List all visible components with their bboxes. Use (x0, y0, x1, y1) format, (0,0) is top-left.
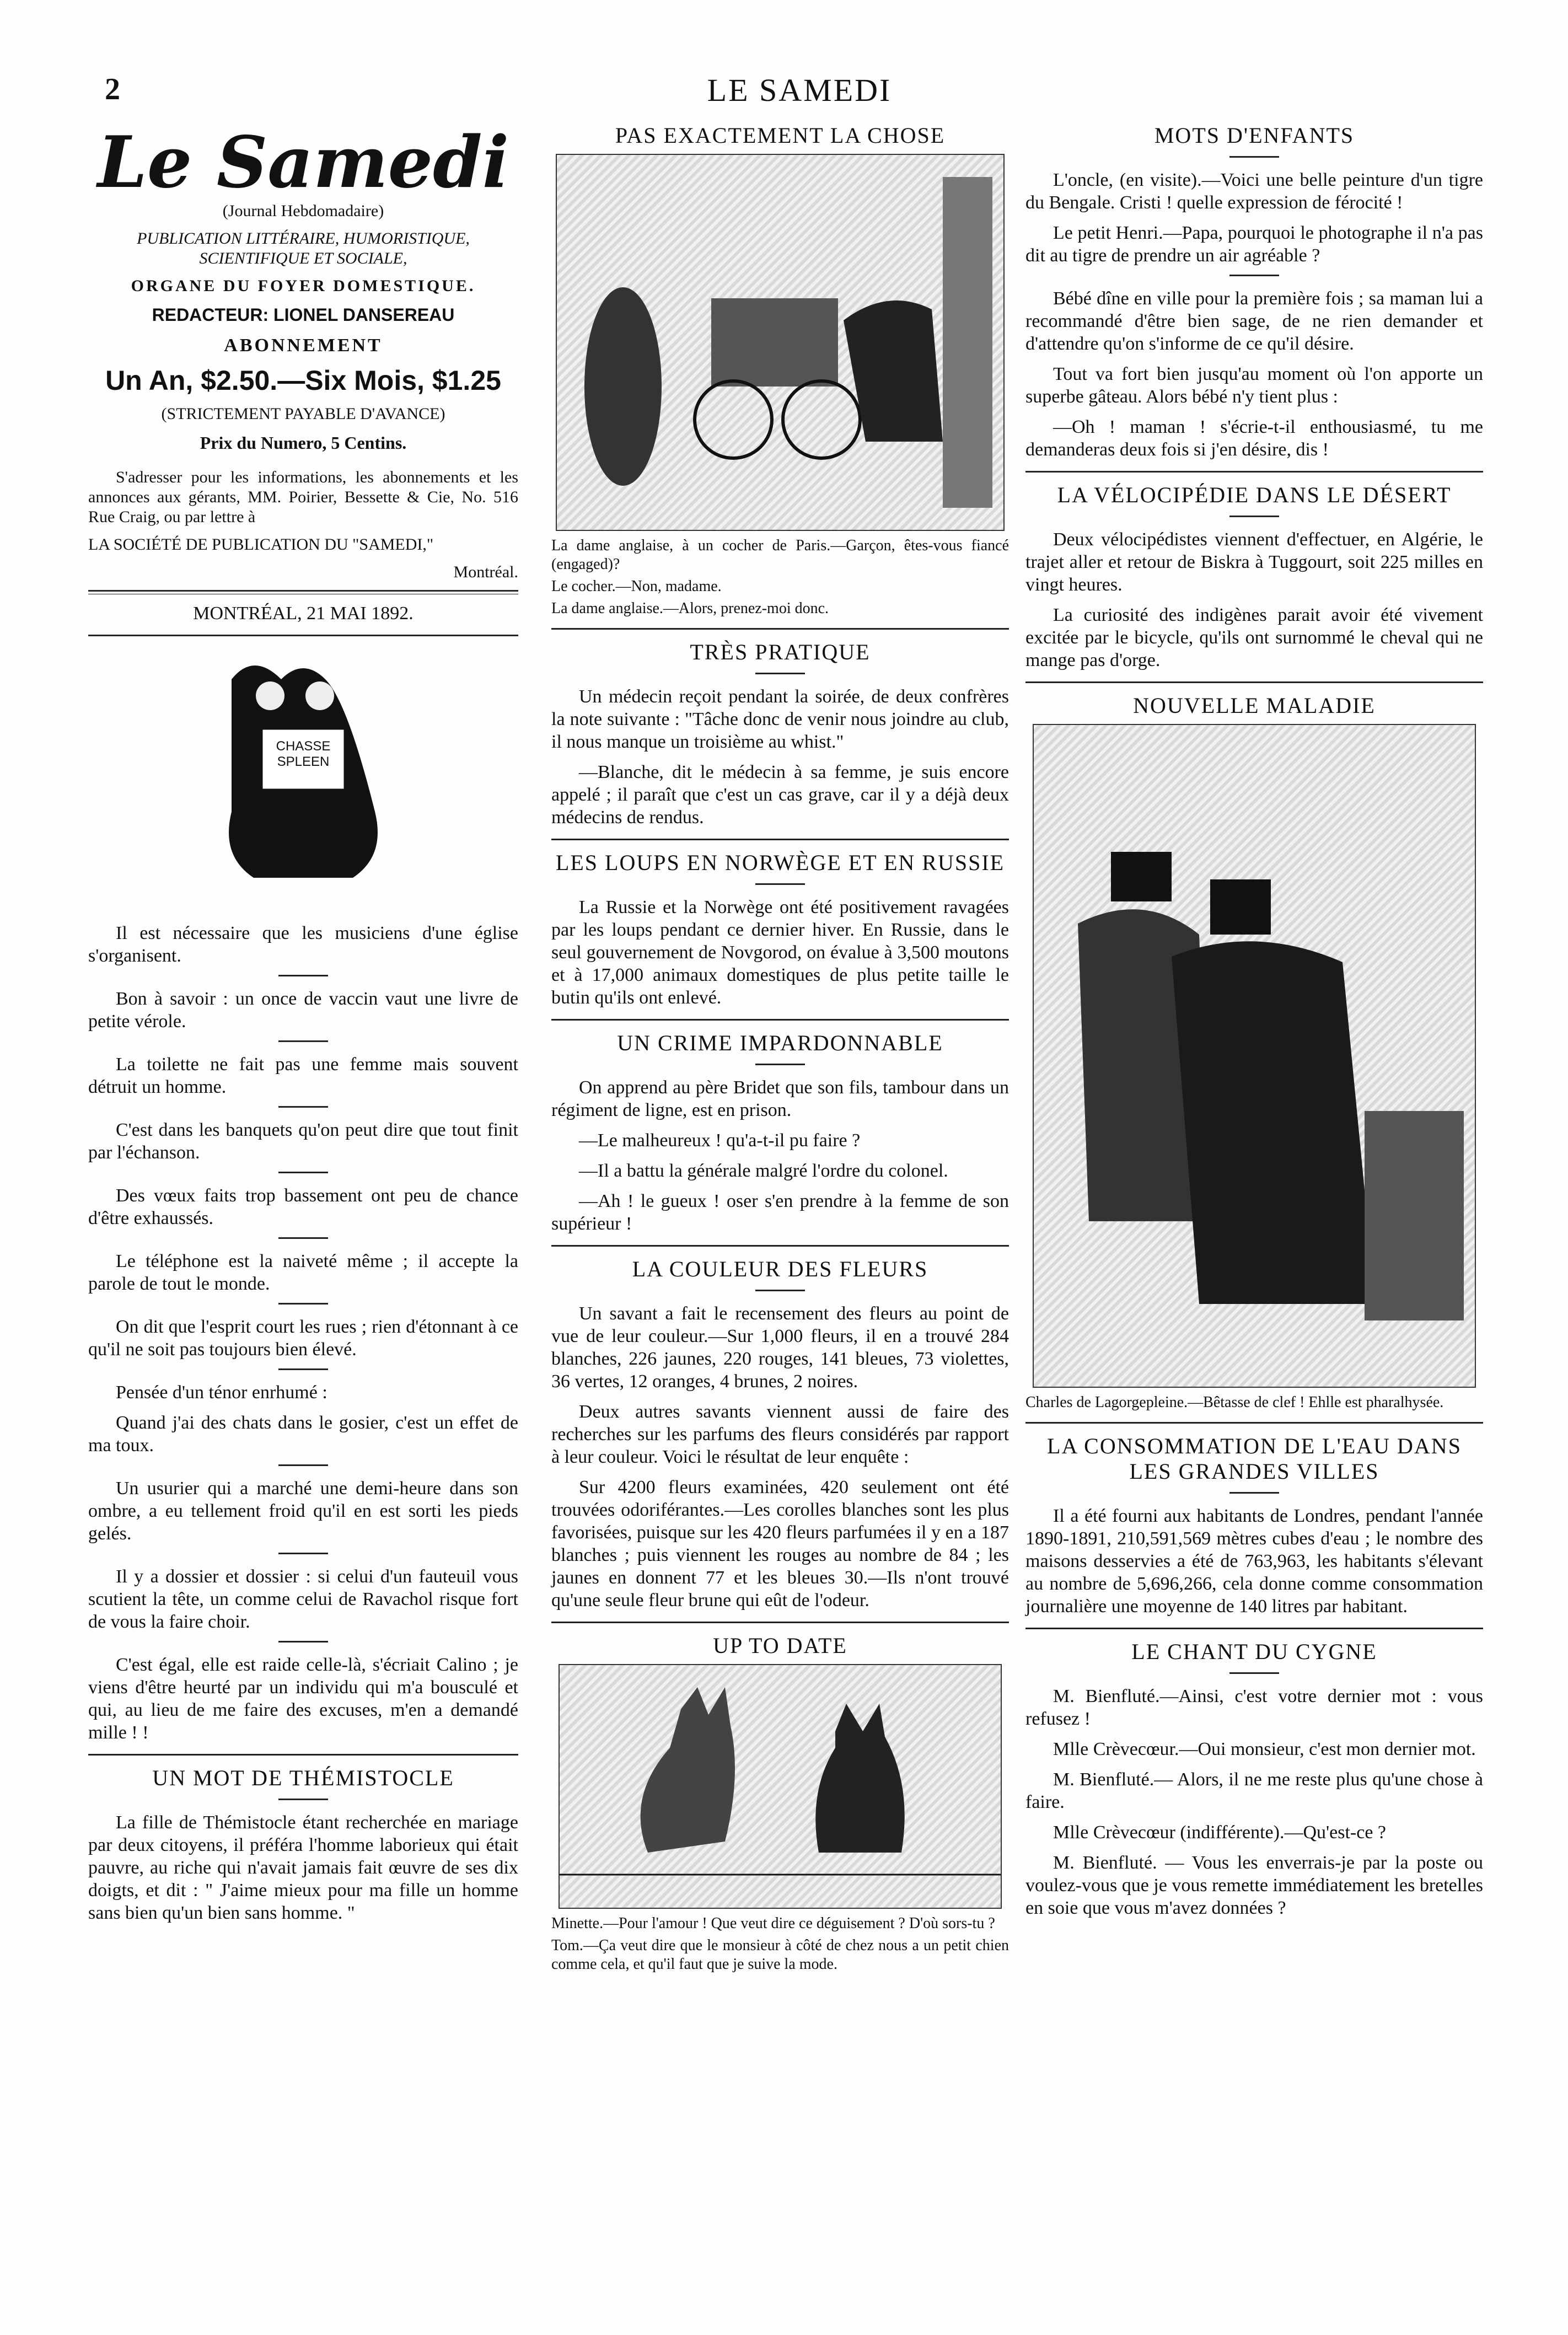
caption: Tom.—Ça veut dire que le monsieur à côté de chez nous a un petit chien comme cela, et qu'il faut que je suive la mode. (551, 1937, 1009, 1973)
divider (1025, 1628, 1483, 1629)
cats-drawing (560, 1665, 1001, 1908)
separator (278, 1303, 328, 1305)
article-title: LE CHANT DU CYGNE (1131, 1639, 1377, 1664)
article-text: Sur 4200 fleurs examinées, 420 seulement ont été trouvées odoriférantes.—Les corolles blanches sont les plus favorisées, puisque sur les 420 fleurs parfumées il y en a 187 blanches ; puis viennent les rouges au nombre de 84 ; les jaunes en donnent 77 et les bleues 30.—Ils n'ont trouvé qu'une seule fleur brune qui eût de l'odeur. (551, 1477, 1009, 1611)
masthead-subtitle: (Journal Hebdomadaire) (222, 202, 384, 220)
article-text: L'oncle, (en visite).—Voici une belle peinture d'un tigre du Bengale. Cristi ! quelle expression de férocité ! (1025, 170, 1483, 213)
paragraph: Il est nécessaire que les musiciens d'une église s'organisent. (88, 923, 518, 966)
gentlemen-drawing (1034, 725, 1475, 1387)
divider (88, 590, 518, 594)
article-title: NOUVELLE MALADIE (1133, 693, 1376, 718)
illustration-coach (556, 154, 1005, 531)
paragraph: Le téléphone est la naiveté même ; il accepte la parole de tout le monde. (88, 1251, 518, 1294)
paragraph: Quand j'ai des chats dans le gosier, c'est un effet de ma toux. (88, 1413, 518, 1456)
article-text: —Blanche, dit le médecin à sa femme, je suis encore appelé ; il paraît que c'est un cas grave, car il y a déjà deux médecins de rendus. (551, 762, 1009, 828)
article-text: Tout va fort bien jusqu'au moment où l'on apporte un superbe gâteau. Alors bébé n'y tient plus : (1025, 364, 1483, 407)
caption: Le cocher.—Non, madame. (551, 578, 722, 595)
article-text: Deux vélocipédistes viennent d'effectuer, en Algérie, le trajet aller et retour de Biskra à Tuggourt, soit 225 milles en vingt heures. (1025, 529, 1483, 595)
caption: La dame anglaise, à un cocher de Paris.—Garçon, êtes-vous fiancé (engaged)? (551, 537, 1009, 573)
article-title: UN MOT DE THÉMISTOCLE (152, 1765, 454, 1790)
caption: Charles de Lagorgepleine.—Bêtasse de clef ! Ehlle est pharalhysée. (1025, 1394, 1444, 1411)
article-text: M. Bienfluté.—Ainsi, c'est votre dernier mot : vous refusez ! (1025, 1686, 1483, 1729)
article-title: LA COULEUR DES FLEURS (632, 1257, 928, 1281)
column-left (88, 119, 518, 1932)
column-right (1025, 119, 1483, 1927)
article-text: On apprend au père Bridet que son fils, tambour dans un régiment de ligne, est en prison. (551, 1077, 1009, 1120)
separator (278, 1553, 328, 1554)
editor-line: REDACTEUR: LIONEL DANSEREAU (152, 305, 455, 325)
paragraph: C'est dans les banquets qu'on peut dire que tout finit par l'échanson. (88, 1120, 518, 1163)
page-header (105, 72, 1494, 116)
article-text: —Il a battu la générale malgré l'ordre du colonel. (579, 1161, 948, 1181)
illustration-gentlemen (1033, 724, 1476, 1388)
coach-drawing (557, 155, 1003, 530)
article-title: LA VÉLOCIPÉDIE DANS LE DÉSERT (1057, 482, 1452, 507)
masthead-organ: ORGANE DU FOYER DOMESTIQUE. (131, 277, 476, 295)
article-text: Mlle Crèvecœur.—Oui monsieur, c'est mon dernier mot. (1053, 1739, 1476, 1759)
society-city: Montréal. (453, 563, 518, 581)
separator (278, 1641, 328, 1642)
divider (551, 839, 1009, 840)
separator (1229, 1492, 1279, 1494)
issue-price: Prix du Numero, 5 Centins. (200, 433, 407, 453)
article-text: La Russie et la Norwège ont été positivement ravagées par les loups pendant ce dernier hiver. En Russie, dans le seul gouvernement de Novgorod, on évalue à 3,500 moutons et à 17,000 animaux domestiques de plus petite taille le butin qu'ils ont enlevé. (551, 897, 1009, 1008)
divider (551, 1245, 1009, 1247)
article-text: Un savant a fait le recensement des fleurs au point de vue de leur couleur.—Sur 1,000 fleurs, il en a trouvé 284 blanches, 226 jaunes, 220 rouges, 141 bleues, 73 violettes, 36 vertes, 12 oranges, 4 brunes, 2 noires. (551, 1303, 1009, 1392)
divider (551, 628, 1009, 630)
separator (278, 1040, 328, 1042)
divider (551, 1019, 1009, 1021)
paragraph: C'est égal, elle est raide celle-là, s'écriait Calino ; je viens d'être heurté par un individu qui m'a bousculé et qui, au lieu de me faire des excuses, m'en a demandé mille ! ! (88, 1655, 518, 1743)
article-text: —Oh ! maman ! s'écrie-t-il enthousiasmé, tu me demanderas deux fois si j'en désire, dis ! (1025, 417, 1483, 460)
paragraph: On dit que l'esprit court les rues ; rien d'étonnant à ce qu'il ne soit pas toujours bien élevé. (88, 1317, 518, 1360)
caption: Minette.—Pour l'amour ! Que veut dire ce déguisement ? D'où sors-tu ? (551, 1915, 995, 1932)
article-text: M. Bienfluté.— Alors, il ne me reste plus qu'une chose à faire. (1025, 1769, 1483, 1812)
article-text: La curiosité des indigènes parait avoir été vivement excitée par le bicycle, qu'ils ont surnommé le cheval qui ne mange pas d'orge. (1025, 605, 1483, 670)
dateline: MONTRÉAL, 21 MAI 1892. (193, 603, 414, 624)
sign-text: CHASSE SPLEEN (276, 739, 331, 769)
separator (1229, 275, 1279, 276)
masthead-tagline: PUBLICATION LITTÉRAIRE, HUMORISTIQUE, SCIENTIFIQUE ET SOCIALE, (137, 229, 470, 267)
article-text: Il a été fourni aux habitants de Londres, pendant l'année 1890-1891, 210,591,569 mètres cubes d'eau ; le nombre des maisons desservies a été de 763,963, les habitants s'élevant au nombre de 5,696,266, cela donne comme consommation journalière une moyenne de 140 litres par habitant. (1025, 1506, 1483, 1617)
caption: La dame anglaise.—Alors, prenez-moi donc. (551, 600, 829, 617)
separator (1229, 516, 1279, 517)
paragraph: La toilette ne fait pas une femme mais souvent détruit un homme. (88, 1054, 518, 1097)
society-name: LA SOCIÉTÉ DE PUBLICATION DU "SAMEDI," (88, 535, 434, 554)
article-text: La fille de Thémistocle étant recherchée en mariage par deux citoyens, il préféra l'homme laborieux qui était pauvre, au riche qui n'avait jamais fait œuvre de ses dix doigts, et dit : " J'aime mieux pour ma fille un homme sans bien qu'un bien sans homme. " (88, 1812, 518, 1923)
article-title: UP TO DATE (713, 1633, 847, 1658)
divider (1025, 471, 1483, 473)
separator (1229, 156, 1279, 158)
paragraph: Des vœux faits trop bassement ont peu de chance d'être exhaussés. (88, 1185, 518, 1228)
separator (755, 1290, 805, 1291)
article-title: LA CONSOMMATION DE L'EAU DANS LES GRANDES VILLES (1047, 1434, 1462, 1484)
separator (278, 1368, 328, 1370)
article-text: Le petit Henri.—Papa, pourquoi le photographe il n'a pas dit au tigre de prendre un air agréable ? (1025, 223, 1483, 266)
separator (1229, 1672, 1279, 1674)
article-text: M. Bienfluté. — Vous les enverrais-je par la poste ou voulez-vous que je vous remette immédiatement les bretelles en soie que vous m'avez données ? (1025, 1853, 1483, 1918)
article-text: —Ah ! le gueux ! oser s'en prendre à la femme de son supérieur ! (551, 1191, 1009, 1234)
subscription-price: Un An, $2.50.—Six Mois, $1.25 (105, 365, 501, 396)
subscription-title: ABONNEMENT (224, 335, 383, 356)
article-title: UN CRIME IMPARDONNABLE (617, 1030, 943, 1055)
column-middle (551, 119, 1009, 1977)
article-title: PAS EXACTEMENT LA CHOSE (615, 123, 946, 148)
separator (755, 883, 805, 885)
article-text: Bébé dîne en ville pour la première fois ; sa maman lui a recommandé d'être bien sage, de ne rien demander et d'attendre qu'on s'informe de ce qu'il désire. (1025, 288, 1483, 354)
divider (88, 1754, 518, 1756)
article-text: —Le malheureux ! qu'a-t-il pu faire ? (579, 1130, 861, 1151)
separator (278, 1237, 328, 1239)
article-text: Deux autres savants viennent aussi de faire des recherches sur les parfums des fleurs considérés par rapport à leur couleur. Voici le résultat de leur enquête : (551, 1402, 1009, 1467)
page-number: 2 (105, 72, 120, 106)
separator (755, 673, 805, 674)
logo: Le Samedi (97, 121, 509, 204)
paragraph: Il y a dossier et dossier : si celui d'un fauteuil vous scutient la tête, un comme celui de Ravachol risque fort de vous la faire choir. (88, 1566, 518, 1632)
separator (278, 1464, 328, 1466)
article-title: TRÈS PRATIQUE (690, 640, 871, 664)
divider (1025, 1422, 1483, 1424)
contact-info: S'adresser pour les informations, les abonnements et les annonces aux gérants, MM. Poirier, Bessette & Cie, No. 516 Rue Craig, ou par lettre à (88, 468, 518, 526)
paragraph: Bon à savoir : un once de vaccin vaut une livre de petite vérole. (88, 989, 518, 1032)
illustration-cats (559, 1664, 1002, 1909)
divider (551, 1622, 1009, 1623)
article-text: Un médecin reçoit pendant la soirée, de deux confrères la note suivante : "Tâche donc de venir nous joindre au club, il nous manque un troisième au whist." (551, 686, 1009, 752)
paragraph: Un usurier qui a marché une demi-heure dans son ombre, a eu tellement froid qu'il en est sorti les pieds gelés. (88, 1478, 518, 1544)
divider (88, 635, 518, 636)
article-title: MOTS D'ENFANTS (1154, 123, 1355, 148)
separator (278, 1106, 328, 1108)
running-title: LE SAMEDI (707, 72, 892, 108)
article-title: LES LOUPS EN NORWÈGE ET EN RUSSIE (555, 850, 1005, 875)
separator (278, 1172, 328, 1173)
article-text: Mlle Crèvecœur (indifférente).—Qu'est-ce ? (1053, 1822, 1387, 1843)
paragraph: Pensée d'un ténor enrhumé : (116, 1382, 327, 1403)
separator (278, 1799, 328, 1800)
separator (755, 1064, 805, 1065)
separator (278, 975, 328, 976)
mourners-drawing (210, 646, 397, 905)
payment-note: (STRICTEMENT PAYABLE D'AVANCE) (161, 405, 445, 423)
illustration-chasse-spleen (210, 646, 397, 905)
divider (1025, 681, 1483, 683)
